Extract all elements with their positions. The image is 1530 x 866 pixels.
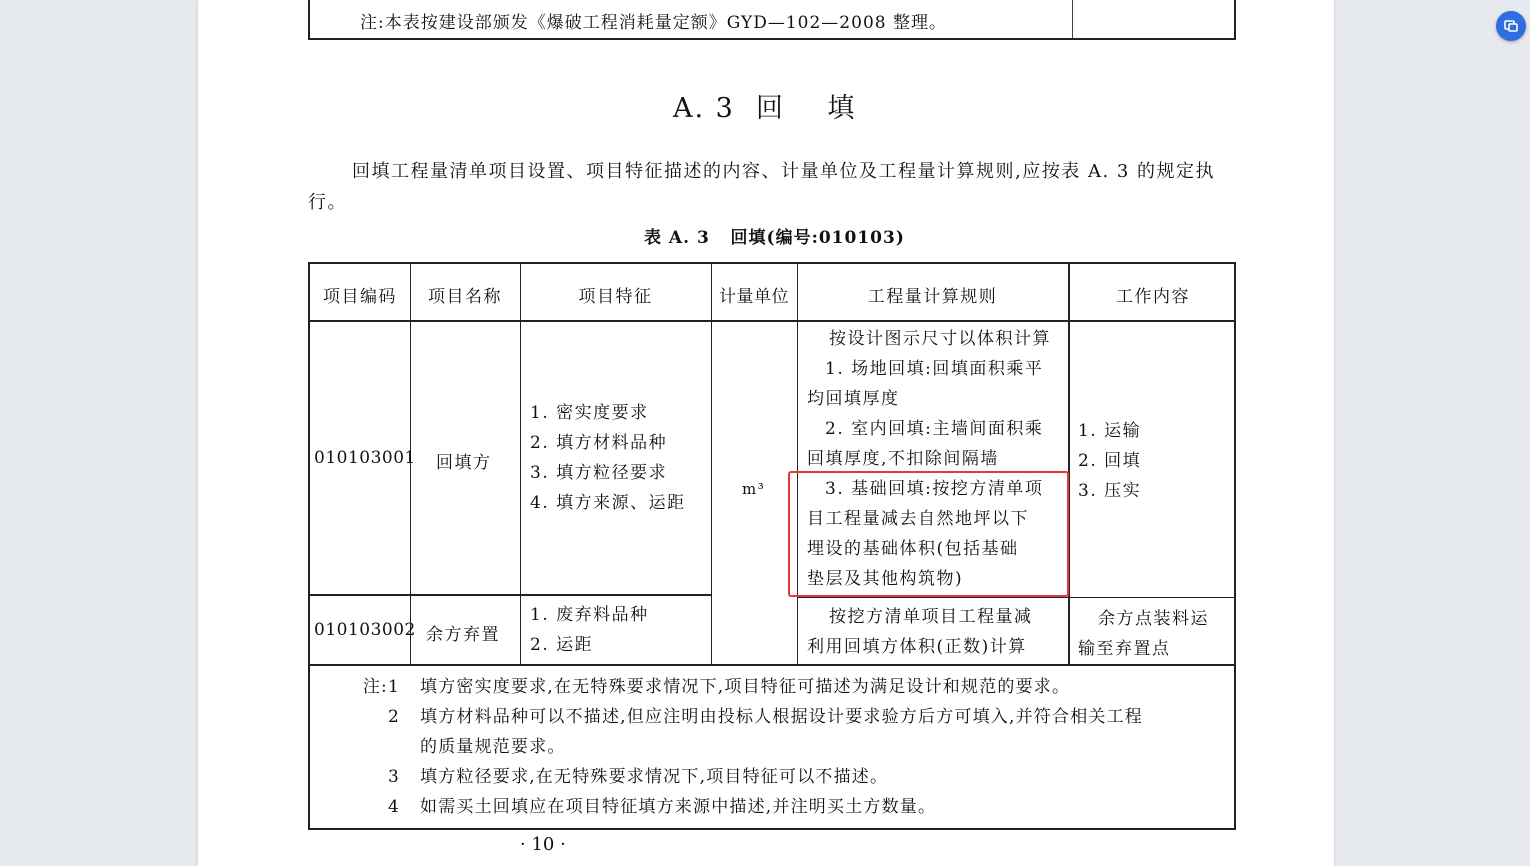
row1-features	[530, 398, 686, 518]
row2-features	[530, 600, 649, 660]
work-item: 1. 运输	[1078, 421, 1142, 441]
work-item: 输至弃置点	[1078, 639, 1171, 659]
header-rule: 工程量计算规则	[867, 287, 998, 307]
table-divider	[1072, 0, 1073, 38]
header-features: 项目特征	[578, 287, 653, 307]
previous-table-footer	[308, 0, 1236, 40]
note-number: 注:1	[362, 677, 400, 697]
previous-table-note: 注:本表按建设部颁发《爆破工程消耗量定额》GYD—102—2008 整理。	[360, 13, 947, 33]
header-name: 项目名称	[428, 287, 502, 307]
row1-unit: m³	[742, 480, 766, 498]
rule-line: 按设计图示尺寸以体积计算	[829, 329, 1051, 349]
header-code: 项目编码	[323, 287, 397, 307]
feature-item: 4. 填方来源、运距	[530, 493, 686, 513]
note-number: 4	[387, 797, 400, 817]
rule-line: 按挖方清单项目工程量减	[829, 607, 1033, 627]
rule-line: 埋设的基础体积(包括基础	[807, 539, 1019, 559]
note-text: 的质量规范要求。	[420, 737, 566, 757]
row2-work	[1078, 604, 1209, 664]
row1-work	[1078, 416, 1141, 506]
work-item: 2. 回填	[1078, 451, 1142, 471]
rule-line: 垫层及其他构筑物)	[807, 569, 964, 589]
feature-item: 1. 废弃料品种	[530, 605, 649, 625]
note-text: 填方材料品种可以不描述,但应注明由投标人根据设计要求验方后方可填入,并符合相关工程	[420, 707, 1144, 727]
table-caption: 表 A. 3 回填(编号:010103)	[644, 228, 905, 248]
row2-code: 010103002	[314, 620, 416, 640]
rule-line: 回填厚度,不扣除间隔墙	[807, 449, 999, 469]
highlight-box	[788, 471, 1069, 597]
backfill-table	[308, 262, 1236, 830]
rule-line: 3. 基础回填:按挖方清单项	[825, 479, 1044, 499]
header-work: 工作内容	[1116, 287, 1190, 307]
note-text: 填方密实度要求,在无特殊要求情况下,项目特征可描述为满足设计和规范的要求。	[420, 677, 1071, 697]
screen-capture-icon	[1503, 18, 1519, 34]
rule-line: 1. 场地回填:回填面积乘平	[825, 359, 1044, 379]
intro-paragraph: 回填工程量清单项目设置、项目特征描述的内容、计量单位及工程量计算规则,应按表 A. 3 的规定执行。	[308, 161, 1216, 213]
note-number: 2	[387, 707, 400, 727]
note-number: 3	[387, 767, 400, 787]
header-unit: 计量单位	[719, 287, 789, 307]
feature-item: 3. 填方粒径要求	[530, 463, 668, 483]
work-item: 余方点装料运	[1098, 609, 1209, 629]
float-action-button[interactable]	[1496, 11, 1526, 41]
row1-name: 回填方	[436, 453, 492, 473]
rule-line: 均回填厚度	[807, 389, 900, 409]
section-title: A. 3 回 填	[673, 93, 857, 124]
feature-item: 1. 密实度要求	[530, 403, 649, 423]
document-page	[198, 0, 1334, 866]
row1-code: 010103001	[314, 448, 416, 468]
note-text: 如需买土回填应在项目特征填方来源中描述,并注明买土方数量。	[420, 797, 937, 817]
row2-rule	[807, 602, 1033, 662]
page-number: · 10 ·	[520, 834, 566, 855]
feature-item: 2. 运距	[530, 635, 594, 655]
rule-line: 目工程量减去自然地坪以下	[807, 509, 1029, 529]
rule-line: 2. 室内回填:主墙间面积乘	[825, 419, 1044, 439]
feature-item: 2. 填方材料品种	[530, 433, 668, 453]
note-text: 填方粒径要求,在无特殊要求情况下,项目特征可以不描述。	[420, 767, 889, 787]
work-item: 3. 压实	[1078, 481, 1142, 501]
rule-line: 利用回填方体积(正数)计算	[807, 637, 1027, 657]
row2-name: 余方弃置	[426, 625, 500, 645]
